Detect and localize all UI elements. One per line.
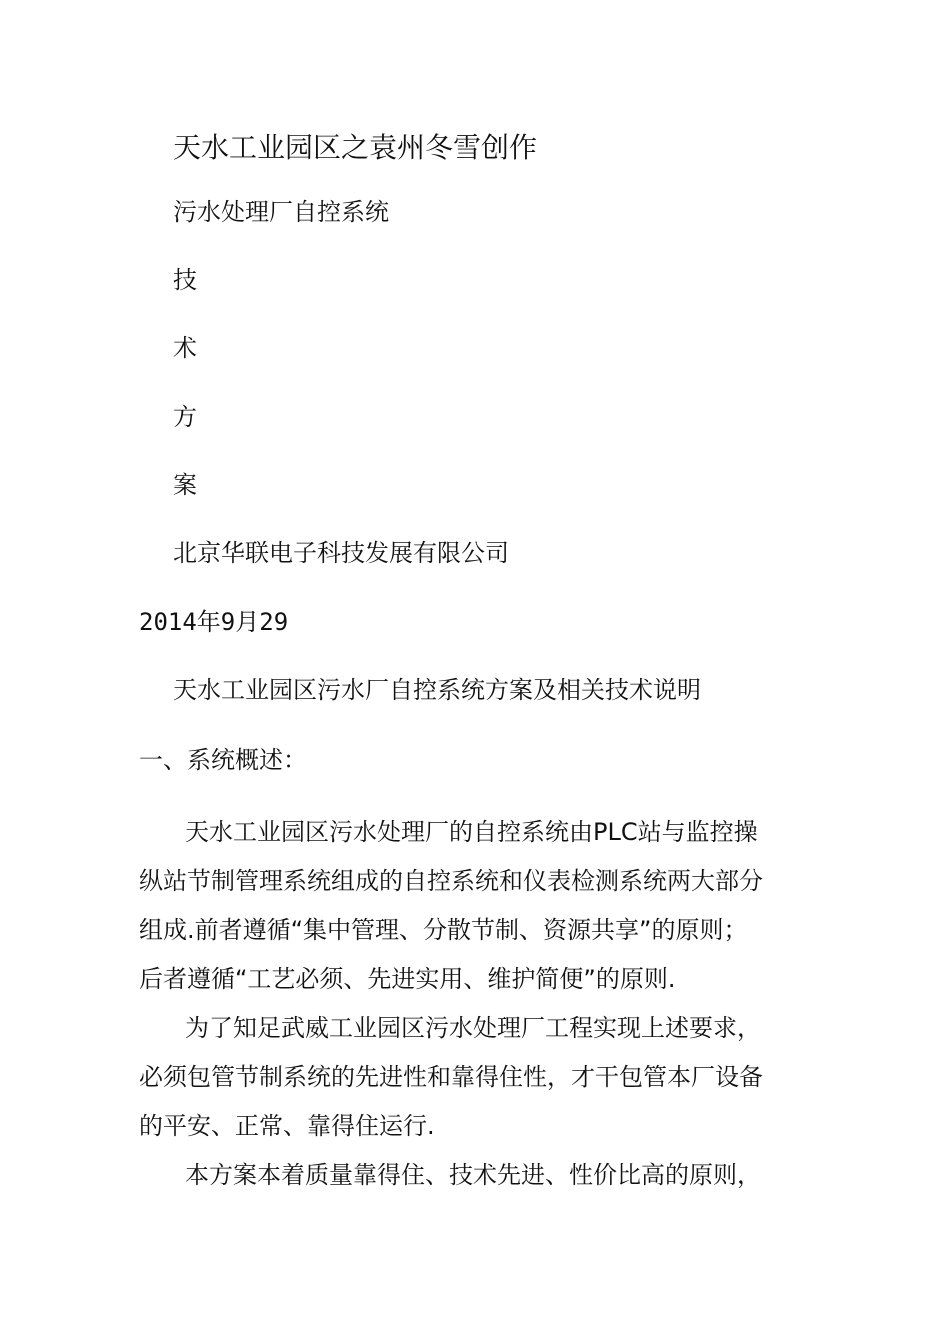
paragraph-line: 的平安、正常、靠得住运行. [139,1112,435,1140]
vertical-char-3: 方 [173,403,197,431]
section-heading: 一、系统概述： [139,746,307,774]
paragraph-1 [139,808,819,1004]
document-subtitle: 污水处理厂自控系统 [173,198,389,226]
paragraph-line: 必须包管节制系统的先进性和靠得住性，才干包管本厂设备 [139,1063,763,1091]
plan-title: 天水工业园区污水厂自控系统方案及相关技术说明 [173,676,701,704]
vertical-char-1: 技 [173,266,197,294]
paragraph-line: 纵站节制管理系统组成的自控系统和仪表检测系统两大部分 [139,867,763,895]
paragraph-3 [139,1151,819,1200]
company-name: 北京华联电子科技发展有限公司 [173,539,509,567]
paragraph-line: 组成.前者遵循“集中管理、分散节制、资源共享”的原则； [139,916,748,944]
document-title: 天水工业园区之袁州冬雪创作 [173,131,538,164]
document-date: 2014年9月29 [139,608,289,636]
paragraph-2 [139,1004,819,1151]
paragraph-line: 为了知足武威工业园区污水处理厂工程实现上述要求， [185,1014,761,1042]
vertical-char-2: 术 [173,334,197,362]
paragraph-line: 天水工业园区污水处理厂的自控系统由PLC站与监控操 [185,818,758,846]
paragraph-line: 后者遵循“工艺必须、先进实用、维护简便”的原则. [139,965,676,993]
paragraph-line: 本方案本着质量靠得住、技术先进、性价比高的原则， [185,1161,761,1189]
vertical-char-4: 案 [173,471,197,499]
